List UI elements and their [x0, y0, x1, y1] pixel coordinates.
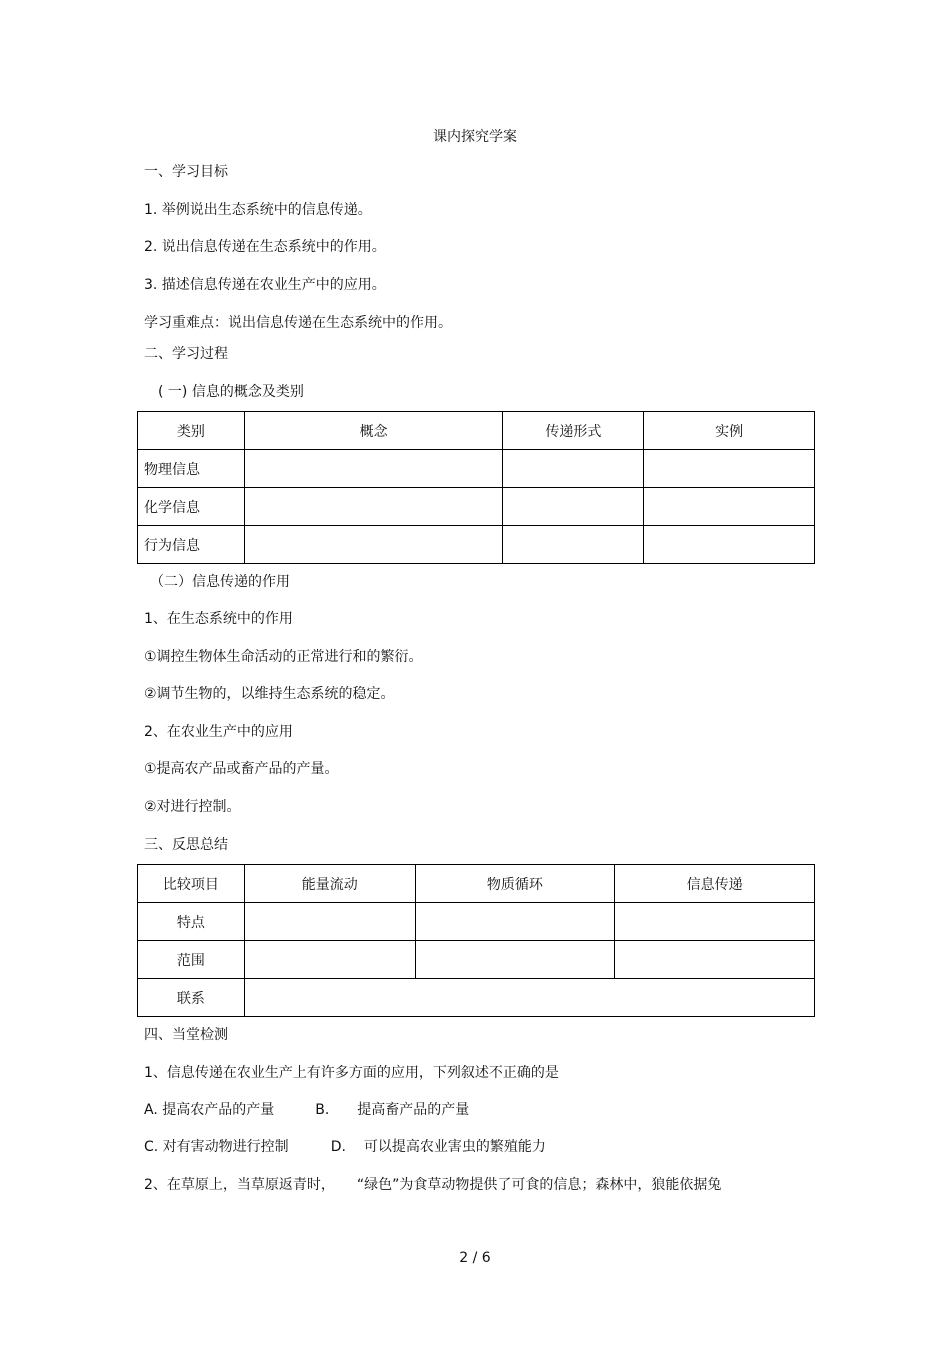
comparison-table — [137, 864, 815, 1017]
question-1-options-ab — [144, 1100, 469, 1120]
question-1-options-cd — [144, 1137, 546, 1157]
table-header-row — [138, 865, 815, 903]
table-row — [138, 450, 815, 488]
blank-cell — [615, 903, 815, 941]
key-difficulty: 学习重难点：说出信息传递在生态系统中的作用。 — [144, 315, 452, 331]
page-title: 课内探究学案 — [433, 129, 517, 145]
role-ecosystem: 1、在生态系统中的作用 — [144, 611, 293, 627]
option-a: A. 提高农产品的产量 — [144, 1102, 275, 1118]
blank-cell — [244, 450, 503, 488]
table-row — [138, 979, 815, 1017]
goal-item-3: 3. 描述信息传递在农业生产中的应用。 — [144, 277, 386, 293]
row-label: 联系 — [138, 979, 245, 1017]
info-types-table — [137, 411, 815, 564]
table-header-cell: 物质循环 — [415, 865, 615, 903]
role-ecosystem-b: ②调节生物的，以维持生态系统的稳定。 — [144, 686, 395, 702]
blank-cell — [415, 941, 615, 979]
section-heading-goals: 一、学习目标 — [144, 164, 228, 180]
section-heading-test: 四、当堂检测 — [144, 1027, 228, 1043]
role-agriculture-b: ②对进行控制。 — [144, 799, 241, 815]
blank-cell — [644, 488, 815, 526]
question-2-part-2: “绿色”为食草动物提供了可食的信息；森林中，狼能依据兔 — [356, 1177, 722, 1193]
blank-cell — [503, 450, 644, 488]
table-header-cell: 比较项目 — [138, 865, 245, 903]
table-row — [138, 488, 815, 526]
blank-cell — [244, 903, 415, 941]
blank-cell — [503, 488, 644, 526]
option-c: C. 对有害动物进行控制 — [144, 1139, 289, 1155]
table-row — [138, 941, 815, 979]
option-b-text: 提高畜产品的产量 — [357, 1102, 470, 1118]
blank-cell — [644, 526, 815, 564]
table-row — [138, 903, 815, 941]
row-label: 化学信息 — [138, 488, 245, 526]
blank-cell — [644, 450, 815, 488]
section-heading-process: 二、学习过程 — [144, 346, 228, 362]
option-d-text: 可以提高农业害虫的繁殖能力 — [363, 1139, 546, 1155]
table-header-cell: 概念 — [244, 412, 503, 450]
table-header-cell: 传递形式 — [503, 412, 644, 450]
goal-item-1: 1. 举例说出生态系统中的信息传递。 — [144, 202, 372, 218]
blank-cell — [244, 941, 415, 979]
question-2 — [144, 1175, 721, 1195]
role-ecosystem-a: ①调控生物体生命活动的正常进行和的繁衍。 — [144, 649, 423, 665]
role-agriculture: 2、在农业生产中的应用 — [144, 724, 293, 740]
goal-item-2: 2. 说出信息传递在生态系统中的作用。 — [144, 239, 386, 255]
table-header-cell: 类别 — [138, 412, 245, 450]
blank-cell — [415, 903, 615, 941]
table-header-row — [138, 412, 815, 450]
row-label: 特点 — [138, 903, 245, 941]
section-heading-summary: 三、反思总结 — [144, 837, 228, 853]
question-2-part-1: 2、在草原上，当草原返青时， — [144, 1177, 335, 1193]
option-b-letter: B. — [315, 1102, 330, 1118]
blank-cell — [244, 526, 503, 564]
blank-cell — [615, 941, 815, 979]
table-header-cell: 信息传递 — [615, 865, 815, 903]
role-agriculture-a: ①提高农产品或畜产品的产量。 — [144, 761, 339, 777]
table-header-cell: 能量流动 — [244, 865, 415, 903]
row-label: 行为信息 — [138, 526, 245, 564]
blank-cell — [244, 488, 503, 526]
page-number: 2 / 6 — [459, 1250, 491, 1266]
blank-cell — [503, 526, 644, 564]
option-d-letter: D. — [330, 1139, 346, 1155]
question-1: 1、信息传递在农业生产上有许多方面的应用，下列叙述不正确的是 — [144, 1065, 559, 1081]
blank-cell — [244, 979, 814, 1017]
subsection-info-roles: （二）信息传递的作用 — [150, 574, 290, 590]
row-label: 范围 — [138, 941, 245, 979]
table-header-cell: 实例 — [644, 412, 815, 450]
row-label: 物理信息 — [138, 450, 245, 488]
subsection-info-types: ( 一) 信息的概念及类别 — [158, 384, 304, 400]
table-row — [138, 526, 815, 564]
